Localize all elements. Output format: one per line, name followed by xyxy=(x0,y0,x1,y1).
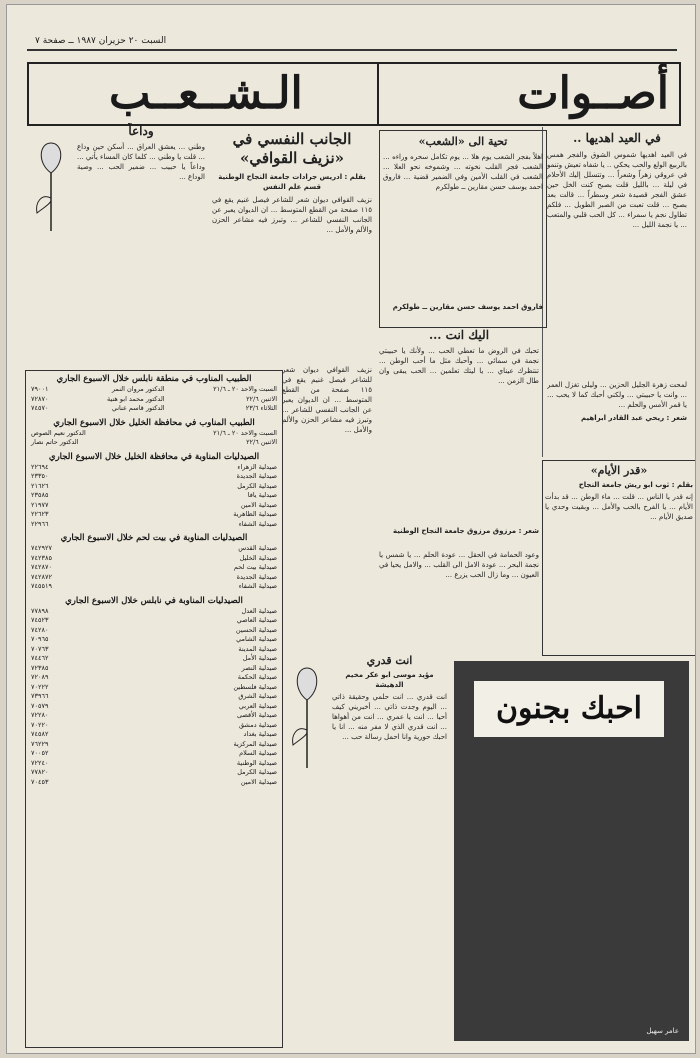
table-cell: الدكتور مروان النمر xyxy=(111,385,165,393)
table-cell: ٧٢٠٨٩ xyxy=(31,673,49,681)
article-wadaa xyxy=(77,123,205,358)
byline-qudri: مؤيد موسى ابو عكر مخيم الدهيشة xyxy=(345,671,434,689)
table-row xyxy=(29,730,279,740)
table-row xyxy=(29,429,279,439)
article-qudri xyxy=(332,653,447,1043)
table-cell: الدكتور نعيم الصوص xyxy=(31,428,86,437)
table-row xyxy=(29,385,279,395)
article-janib xyxy=(212,130,372,360)
table-row xyxy=(29,616,279,626)
table-row xyxy=(29,491,279,501)
headline-ilayk: اليك انت ... xyxy=(428,328,490,342)
table-cell: ٧٠٥٧٩ xyxy=(31,701,49,710)
table-cell: ٧٤٢٨٧٢ xyxy=(31,572,52,581)
table-row xyxy=(29,463,279,473)
table-cell: السبت والاحد ٢٠ ـ ٢١/٦ xyxy=(213,385,277,393)
article-janib-cont xyxy=(282,365,372,655)
table-cell: صيدلية بغداد xyxy=(243,730,277,738)
table-cell: صيدلية العاصي xyxy=(236,616,277,624)
table-cell: صيدلية الشامي xyxy=(236,635,277,643)
table-row xyxy=(29,654,279,664)
table-row xyxy=(29,711,279,721)
table-row xyxy=(29,395,279,405)
doctors-table-3 xyxy=(29,463,279,530)
table-cell: صيدلية المدينة xyxy=(238,644,277,653)
table-row xyxy=(29,438,279,448)
headline-qadar: «قدر الأيام» xyxy=(590,464,648,477)
table-cell: الدكتور حاتم نصار xyxy=(31,438,79,446)
table-cell: ٢٢٦٢٣ xyxy=(31,510,49,518)
table-cell: صيدلية المركزية xyxy=(233,739,277,748)
masthead-left-title: الـشــعــب xyxy=(109,68,303,119)
ad-footer: عامر سهيل xyxy=(646,1027,679,1035)
body-qadar: إنه قدر يا الناس ... قلت ... ماء الوطن ... قد بدأت الأيام ... يا الفرح بالحب والأمل ... وبقيت وحدي يا صديق الأيام ... xyxy=(545,493,693,521)
table-cell: ٧٤٥٥١٩ xyxy=(31,582,52,590)
table-cell: الاثنين ٢٢/٦ xyxy=(246,394,277,403)
table-cell: ٧٧٨٩٨ xyxy=(31,606,49,615)
body-tahiya: اهلاً بفجر الشعب يوم هلا ... يوم تكامل سحره وراءه ... الشعب فجر القلب نخوته ... وشموخه نحو العلا ... الشعب في القلب الأمين وفي الضمير قضية ... فاروق احمد يوسف حسن مقارين ــ طولكرم xyxy=(383,153,543,191)
table-row xyxy=(29,472,279,482)
table-cell: ٢٣٥٨٥ xyxy=(31,491,49,499)
table-cell: صيدلية الجديدة xyxy=(236,572,277,581)
masthead-right-title: أصــوات xyxy=(517,68,669,119)
table-row xyxy=(29,749,279,759)
table-cell: ٧٦٢٢٩ xyxy=(31,739,49,748)
table-cell: ٧٤٥٨٢ xyxy=(31,730,49,738)
table-row xyxy=(29,607,279,617)
table-cell: صيدلية فلسطين xyxy=(233,682,277,691)
table-cell: ٧٣٩٦٦ xyxy=(31,692,49,700)
table-cell: ٧٠٤٥٣ xyxy=(31,777,49,786)
masthead xyxy=(27,62,681,126)
table-row xyxy=(29,626,279,636)
table-cell: صيدلية الأقصى xyxy=(236,711,277,719)
table-cell: صيدلية الزهراء xyxy=(237,462,277,471)
table-cell: صيدلية العدل xyxy=(241,606,277,615)
table-cell: صيدلية الشفاء xyxy=(238,582,277,590)
byline-janib: بقلم : ادريس جرادات جامعة النجاح الوطنية قسم علم النفس xyxy=(218,173,366,191)
author-tahiya: فاروق احمد يوسف حسن مقارين ــ طولكرم xyxy=(392,303,543,311)
body-janib-cont: نزيف القوافي ديوان شعر للشاعر فيصل غنيم يقع في ١١٥ صفحة من القطع المتوسط ... ان الديوان يعبر عن الجانب النفسي للشاعر ... وتبرز فيه مشاعر الحزن والألم والأمل ... xyxy=(282,366,372,434)
body-ilayk: تحبك في الروض ما تعطي الحب ... ولأنك يا حبيبتي نجمة في سمائي ... وأحبك مثل ما أحب الوطن ... تنتظرك عيناي ... يا ليتك تعلمين ... الحب يبقى وان طال الزمن ... xyxy=(379,347,539,385)
table-cell: ٢٣٣٥٠ xyxy=(31,472,49,480)
body-qudri: انت قدري ... انت حلمي وحقيقة ذاتي ... اليوم وجدت ذاتي ... أخبريني كيف أحيا ... انت يا عمري ... انت من أهواها ... انت قدري الذي لا مفر منه ... انا يا احبك حورية وانا احمل رسالة حب ... xyxy=(332,693,447,741)
table-cell: ٢١٦٢٦ xyxy=(31,481,49,490)
table-cell: ٧٠٧٦٣ xyxy=(31,644,49,653)
table-cell: ٧٤٢٨٠ xyxy=(31,625,49,634)
article-poem2 xyxy=(547,380,687,455)
table-cell: ٧٢٣٨٥ xyxy=(31,663,49,672)
table-row xyxy=(29,563,279,573)
table-cell: صيدلية الحسين xyxy=(235,625,277,634)
doctors-table-1 xyxy=(29,385,279,414)
table-row xyxy=(29,482,279,492)
masthead-divider xyxy=(377,64,379,124)
table-cell: ٧٤٤٦٢ xyxy=(31,654,49,662)
body-poem2: لمحت زهرة الجليل الحزين ... وليلى تغزل العمر ... وانت يا حبيبتي ... ولكني أحبك كما لا يحب ... يا قمر الأمس والحلم ... xyxy=(547,381,687,409)
table-cell: الاثنين ٢٢/٦ xyxy=(246,438,277,446)
headline-eid: في العيد اهديها .. xyxy=(573,131,661,145)
table-row xyxy=(29,501,279,511)
table-cell: ٧٠٩٦٥ xyxy=(31,635,49,643)
table-row xyxy=(29,573,279,583)
table-row xyxy=(29,404,279,414)
newspaper-page xyxy=(6,4,696,1054)
body-mid: وعود الحمامة في الحقل ... عودة الحلم ... يا شمس يا نجمة البحر ... عودة الامل الى القلب ... والامل يحيا في العيون ... وما زال الحب يزرع ... xyxy=(379,551,539,579)
table-cell: ٧٠٢٢٢ xyxy=(31,682,49,691)
table-row xyxy=(29,768,279,778)
headline-janib: الجانب النفسي في «نزيف القوافي» xyxy=(232,130,352,167)
table-cell: الدكتور محمد ابو هنية xyxy=(107,394,165,403)
body-eid: في العيد اهديها شموس الشوق والفجر همس بالربيع الولع والحب يحكي .. يا شفاه تعيش وتنمو في عروقي زهراً وشعراً ... وتتسلل إليك الأحلام في ليلة ... بالليل قلت بصبح كنت الخل حين عشق الفجر قصيدة شعر وسطراً ... قالت بعد بصبح ... قلت تعبت من الصبر الطويل ... فلكم تطاول نجم يا سمراء ... كل الحب قلبي والمتعب ... يا نجمة الليل ... xyxy=(547,151,687,229)
page-header xyxy=(27,35,677,51)
table-cell: صيدلية السلام xyxy=(239,749,277,757)
table-cell: صيدلية دمشق xyxy=(239,720,277,729)
doctors-h5: الصيدليات المناوبة في نابلس خلال الاسبوع الجاري xyxy=(65,595,243,606)
table-row xyxy=(29,510,279,520)
table-cell: ٧٢٨٧٠ xyxy=(31,394,49,403)
flower-illustration-top xyxy=(29,123,74,233)
date-line: السبت ٢٠ حزيران ١٩٨٧ ــ صفحة ٧ xyxy=(35,36,167,46)
table-cell: ٧٢٢٤٠ xyxy=(31,758,49,767)
table-cell: السبت والاحد ٢٠ ـ ٢١/٦ xyxy=(213,428,277,437)
table-row xyxy=(29,692,279,702)
headline-wadaa: وداعاً xyxy=(128,124,154,138)
table-row xyxy=(29,702,279,712)
table-cell: صيدلية الخليل xyxy=(239,553,277,562)
table-cell: ٧٤٥٢٣ xyxy=(31,616,49,624)
byline-qadar: بقلم : ثوب ابو ريش جامعة النجاح xyxy=(578,481,693,489)
table-cell: ٢٢٩٦٦ xyxy=(31,519,49,528)
table-row xyxy=(29,664,279,674)
doctors-h1: الطبيب المناوب في منطقة نابلس خلال الاسبوع الجاري xyxy=(56,374,252,384)
table-cell: صيدلية يافا xyxy=(247,491,277,499)
table-row xyxy=(29,778,279,788)
doctors-box xyxy=(25,370,283,1048)
article-tahiya xyxy=(379,130,547,328)
flower-illustration-bottom xyxy=(285,650,330,770)
table-cell: صيدلية الظاهرية xyxy=(233,510,277,518)
table-cell: صيدلية العربي xyxy=(238,701,277,710)
article-ilayk xyxy=(379,327,539,547)
table-cell: ٧٠٢٢٠ xyxy=(31,720,49,729)
table-cell: صيدلية الشرق xyxy=(238,692,277,700)
table-row xyxy=(29,554,279,564)
table-cell: ٧٠٠٥٢ xyxy=(31,749,49,757)
author-poem2: شعر : ريحي عبد القادر ابراهيم xyxy=(581,414,687,422)
body-janib: نزيف القوافي ديوان شعر للشاعر فيصل غنيم يقع في ١١٥ صفحة من القطع المتوسط ... ان الديوان يعبر عن الجانب النفسي للشاعر ... وتبرز فيه مشاعر الحزن والألم والأمل ... xyxy=(212,196,372,234)
table-cell: صيدلية الوطنية xyxy=(236,758,277,767)
table-row xyxy=(29,635,279,645)
table-cell: صيدلية بيت لحم xyxy=(233,563,277,571)
table-row xyxy=(29,721,279,731)
table-cell: صيدلية الحكمة xyxy=(237,673,277,681)
author-ilayk: شعر : مرزوق مرزوق جامعة النجاح الوطنية xyxy=(392,527,539,535)
table-cell: ٧٤٢٨٧٠ xyxy=(31,563,52,571)
table-cell: صيدلية النصر xyxy=(241,663,277,672)
table-cell: صيدلية الامين xyxy=(240,777,277,786)
table-cell: صيدلية الكرمل xyxy=(237,768,277,776)
body-wadaa: وطني ... يعشق العراق ... أسكن حين وداع ... قلت يا وطني ... كلما كان المساء يأتي ... وداعاً يا حبيب ... ضمير الحب ... وصية الوداع ... xyxy=(77,143,205,181)
table-cell: ٧٤٢٣٨٥ xyxy=(31,553,52,562)
table-cell: ٧٤٢٩٢٧ xyxy=(31,544,52,552)
doctors-h4: الصيدليات المناوبة في بيت لحم خلال الاسبوع الجاري xyxy=(60,533,248,543)
table-cell: الدكتور قاسم عناني xyxy=(111,404,165,412)
table-cell: ٢١٩٧٧ xyxy=(31,500,49,509)
table-cell: الثلاثاء ٢٣/٦ xyxy=(245,404,277,412)
table-row xyxy=(29,582,279,592)
doctors-table-5 xyxy=(29,607,279,788)
ad-title: احبك بجنون xyxy=(474,681,664,737)
table-cell: صيدلية القدس xyxy=(238,544,277,552)
table-row xyxy=(29,645,279,655)
table-row xyxy=(29,520,279,530)
table-cell: صيدلية الشفاء xyxy=(238,519,277,528)
table-row xyxy=(29,683,279,693)
table-row xyxy=(29,759,279,769)
table-row xyxy=(29,673,279,683)
table-cell: صيدلية الجديدة xyxy=(236,472,277,480)
headline-qudri: انت قدري xyxy=(366,654,413,667)
table-cell: صيدلية الامين xyxy=(240,500,277,509)
table-row xyxy=(29,740,279,750)
table-cell: صيدلية الأمل xyxy=(242,654,277,662)
table-cell: ٧٤٥٧٠ xyxy=(31,404,49,412)
table-cell: ٧٢٢٨٠ xyxy=(31,711,49,719)
table-cell: ٧٩٠٠١ xyxy=(31,385,49,393)
doctors-table-4 xyxy=(29,544,279,592)
doctors-h3: الصيدليات المناوبة في محافظة الخليل خلال الاسبوع الجاري xyxy=(48,451,260,462)
article-mid xyxy=(379,550,539,650)
table-row xyxy=(29,544,279,554)
love-ad-block xyxy=(454,661,689,1041)
table-cell: صيدلية الكرمل xyxy=(237,481,277,490)
article-qadar xyxy=(542,460,696,656)
table-cell: ٢٢٦٩٤ xyxy=(31,462,49,471)
doctors-table-2 xyxy=(29,429,279,448)
table-cell: ٧٧٨٢٠ xyxy=(31,768,49,776)
headline-tahiya: تحية الى «الشعب» xyxy=(418,135,508,148)
doctors-h2: الطبيب المناوب في محافظة الخليل خلال الاسبوع الجاري xyxy=(53,417,255,428)
